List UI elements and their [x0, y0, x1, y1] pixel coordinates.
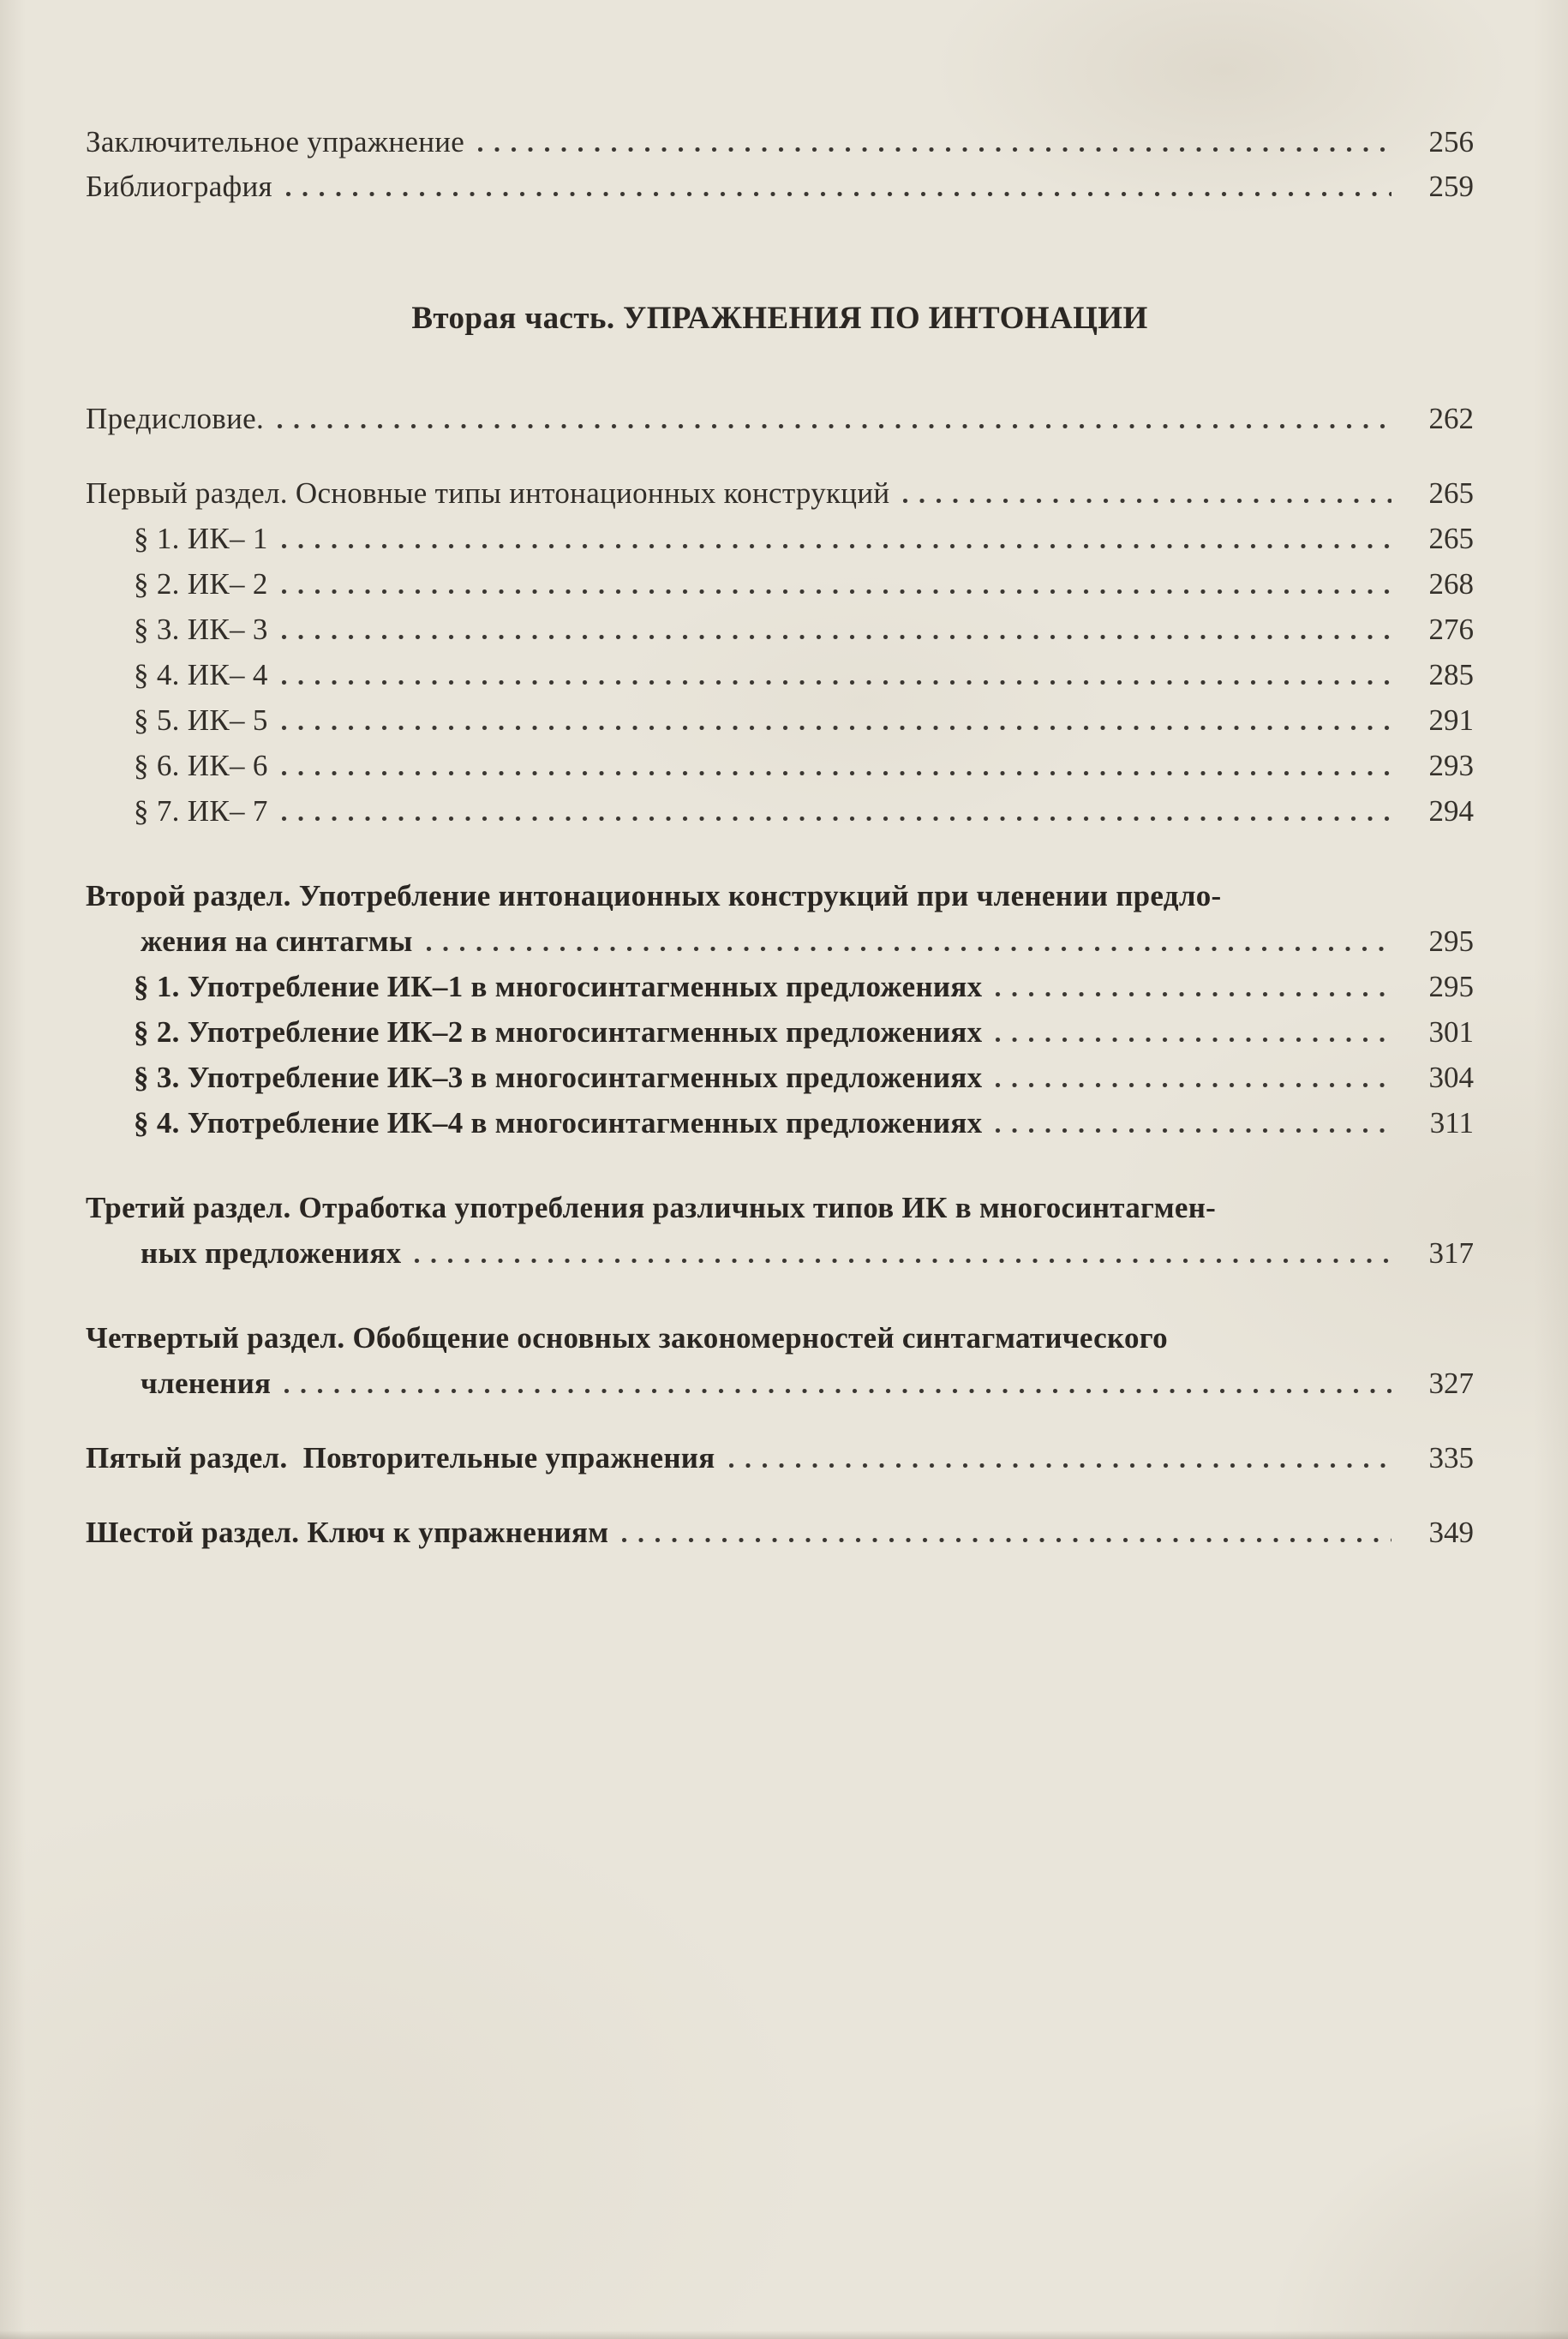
- toc-entry-label: Заключительное упражнение: [86, 125, 465, 159]
- toc-page-number: 262: [1428, 402, 1474, 435]
- toc-page-number: 295: [1428, 970, 1474, 1003]
- toc-entry-text: Четвертый раздел. Обобщение основных закономерностей синтагматического: [86, 1321, 1168, 1355]
- toc-entry: [134, 743, 1474, 788]
- toc-entry: [86, 1510, 1474, 1555]
- toc-entry: [134, 964, 1474, 1009]
- dot-leader: [278, 424, 1391, 428]
- toc-entry-row: [86, 165, 1474, 209]
- toc-entry-row: [134, 743, 1474, 788]
- dot-leader: [282, 726, 1391, 730]
- toc-page-number: 259: [1428, 170, 1474, 203]
- toc-entry: [134, 1009, 1474, 1055]
- toc-entry-label: § 2. ИК– 2: [134, 567, 268, 601]
- toc-entry: [86, 165, 1474, 209]
- toc-entry: [134, 697, 1474, 743]
- dot-leader: [729, 1463, 1392, 1468]
- toc-entry-label: членения: [141, 1367, 272, 1400]
- dot-leader: [996, 1038, 1391, 1042]
- toc-entry-label: § 1. ИК– 1: [134, 522, 268, 555]
- toc-entry-label: § 3. Употребление ИК–3 в многосинтагменных предложениях: [134, 1061, 983, 1094]
- toc-entry-row: [134, 607, 1474, 652]
- toc-entry-label: Пятый раздел. Повторительные упражнения: [86, 1441, 715, 1475]
- dot-leader: [284, 1389, 1391, 1393]
- toc-page-number: 327: [1428, 1367, 1474, 1400]
- toc-entry: [86, 396, 1474, 441]
- toc-entry-row: [86, 1435, 1474, 1481]
- toc-page-number: 311: [1429, 1106, 1474, 1140]
- toc-page-number: 265: [1428, 522, 1474, 555]
- toc-entry-label: § 2. Употребление ИК–2 в многосинтагменных предложениях: [134, 1015, 983, 1049]
- toc-entry-label: Библиография: [86, 170, 272, 203]
- toc-entry-row: [86, 120, 1474, 165]
- toc-page-number: 301: [1428, 1015, 1474, 1049]
- toc-entry-row: [134, 788, 1474, 834]
- toc-entry-label: Первый раздел. Основные типы интонационных конструкций: [86, 476, 890, 510]
- toc-entry: [86, 120, 1474, 165]
- toc-entry-label: § 1. Употребление ИК–1 в многосинтагменных предложениях: [134, 970, 983, 1003]
- toc-page-number: 256: [1428, 125, 1474, 159]
- toc-page-number: 317: [1428, 1236, 1474, 1270]
- toc-entry-label: § 6. ИК– 6: [134, 749, 268, 782]
- toc-top: [86, 120, 1474, 209]
- toc-page-number: 291: [1428, 703, 1474, 737]
- toc-entry-label: § 4. Употребление ИК–4 в многосинтагменных предложениях: [134, 1106, 983, 1140]
- toc-page-number: 276: [1428, 613, 1474, 646]
- dot-leader: [282, 680, 1391, 685]
- toc-entry-row: [134, 652, 1474, 697]
- toc-entry: [134, 1100, 1474, 1146]
- part-heading: Вторая часть. УПРАЖНЕНИЯ ПО ИНТОНАЦИИ: [411, 301, 1148, 336]
- dot-leader: [286, 192, 1391, 196]
- toc-entry: [86, 1315, 1474, 1406]
- dot-leader: [427, 947, 1391, 951]
- dot-leader: [903, 499, 1391, 503]
- dot-leader: [282, 771, 1391, 775]
- toc-entry-row: [141, 918, 1474, 964]
- toc-entry-label: жения на синтагмы: [141, 924, 413, 958]
- toc-page-number: 335: [1428, 1441, 1474, 1475]
- toc-entry: [86, 1185, 1474, 1276]
- dot-leader: [282, 589, 1391, 594]
- toc-entry-row: [86, 1510, 1474, 1555]
- toc-page-number: 265: [1428, 476, 1474, 510]
- toc-entry: [134, 788, 1474, 834]
- dot-leader: [415, 1259, 1391, 1263]
- dot-leader: [996, 1128, 1391, 1133]
- toc-page-number: 294: [1428, 794, 1474, 828]
- toc-entry: [134, 561, 1474, 607]
- toc-entry-row: [134, 964, 1474, 1009]
- dot-leader: [622, 1538, 1391, 1542]
- toc-entry-label: Шестой раздел. Ключ к упражнениям: [86, 1516, 609, 1549]
- toc-entry-label: Предисловие.: [86, 402, 265, 435]
- toc-entry-row: [134, 516, 1474, 561]
- dot-leader: [478, 147, 1391, 152]
- toc-entry-row: [134, 561, 1474, 607]
- toc-page-number: 268: [1428, 567, 1474, 601]
- toc-entry-row: [134, 697, 1474, 743]
- toc-entry-row: [141, 1361, 1474, 1406]
- toc-entry-row: [86, 470, 1474, 516]
- dot-leader: [996, 992, 1391, 996]
- toc-entry-label: ных предложениях: [141, 1236, 402, 1270]
- toc-entry: [86, 873, 1474, 964]
- toc-page-number: 349: [1428, 1516, 1474, 1549]
- toc-entry-label: § 7. ИК– 7: [134, 794, 268, 828]
- toc-entry-row: [134, 1009, 1474, 1055]
- toc-entry-row: [134, 1100, 1474, 1146]
- toc-entry-label: § 4. ИК– 4: [134, 658, 268, 691]
- toc-entry: [86, 1435, 1474, 1481]
- toc-main: [86, 396, 1474, 1555]
- dot-leader: [282, 635, 1391, 639]
- toc-entry-row: [86, 396, 1474, 441]
- toc-entry-label: § 5. ИК– 5: [134, 703, 268, 737]
- toc-page-number: 285: [1428, 658, 1474, 691]
- toc-page-number: 295: [1428, 924, 1474, 958]
- toc-entry: [134, 652, 1474, 697]
- toc-entry: [86, 470, 1474, 516]
- toc-entry-row: [134, 1055, 1474, 1100]
- toc-entry: [134, 516, 1474, 561]
- toc-entry: [134, 607, 1474, 652]
- toc-entry-text: Третий раздел. Отработка употребления различных типов ИК в многосинтагмен-: [86, 1191, 1217, 1224]
- toc-entry-label: § 3. ИК– 3: [134, 613, 268, 646]
- dot-leader: [282, 817, 1391, 821]
- toc-entry: [134, 1055, 1474, 1100]
- dot-leader: [282, 544, 1391, 548]
- toc-page-number: 304: [1428, 1061, 1474, 1094]
- toc-entry-row: [141, 1230, 1474, 1276]
- dot-leader: [996, 1083, 1391, 1087]
- toc-page-number: 293: [1428, 749, 1474, 782]
- toc-entry-text: Второй раздел. Употребление интонационных конструкций при членении предло-: [86, 879, 1222, 912]
